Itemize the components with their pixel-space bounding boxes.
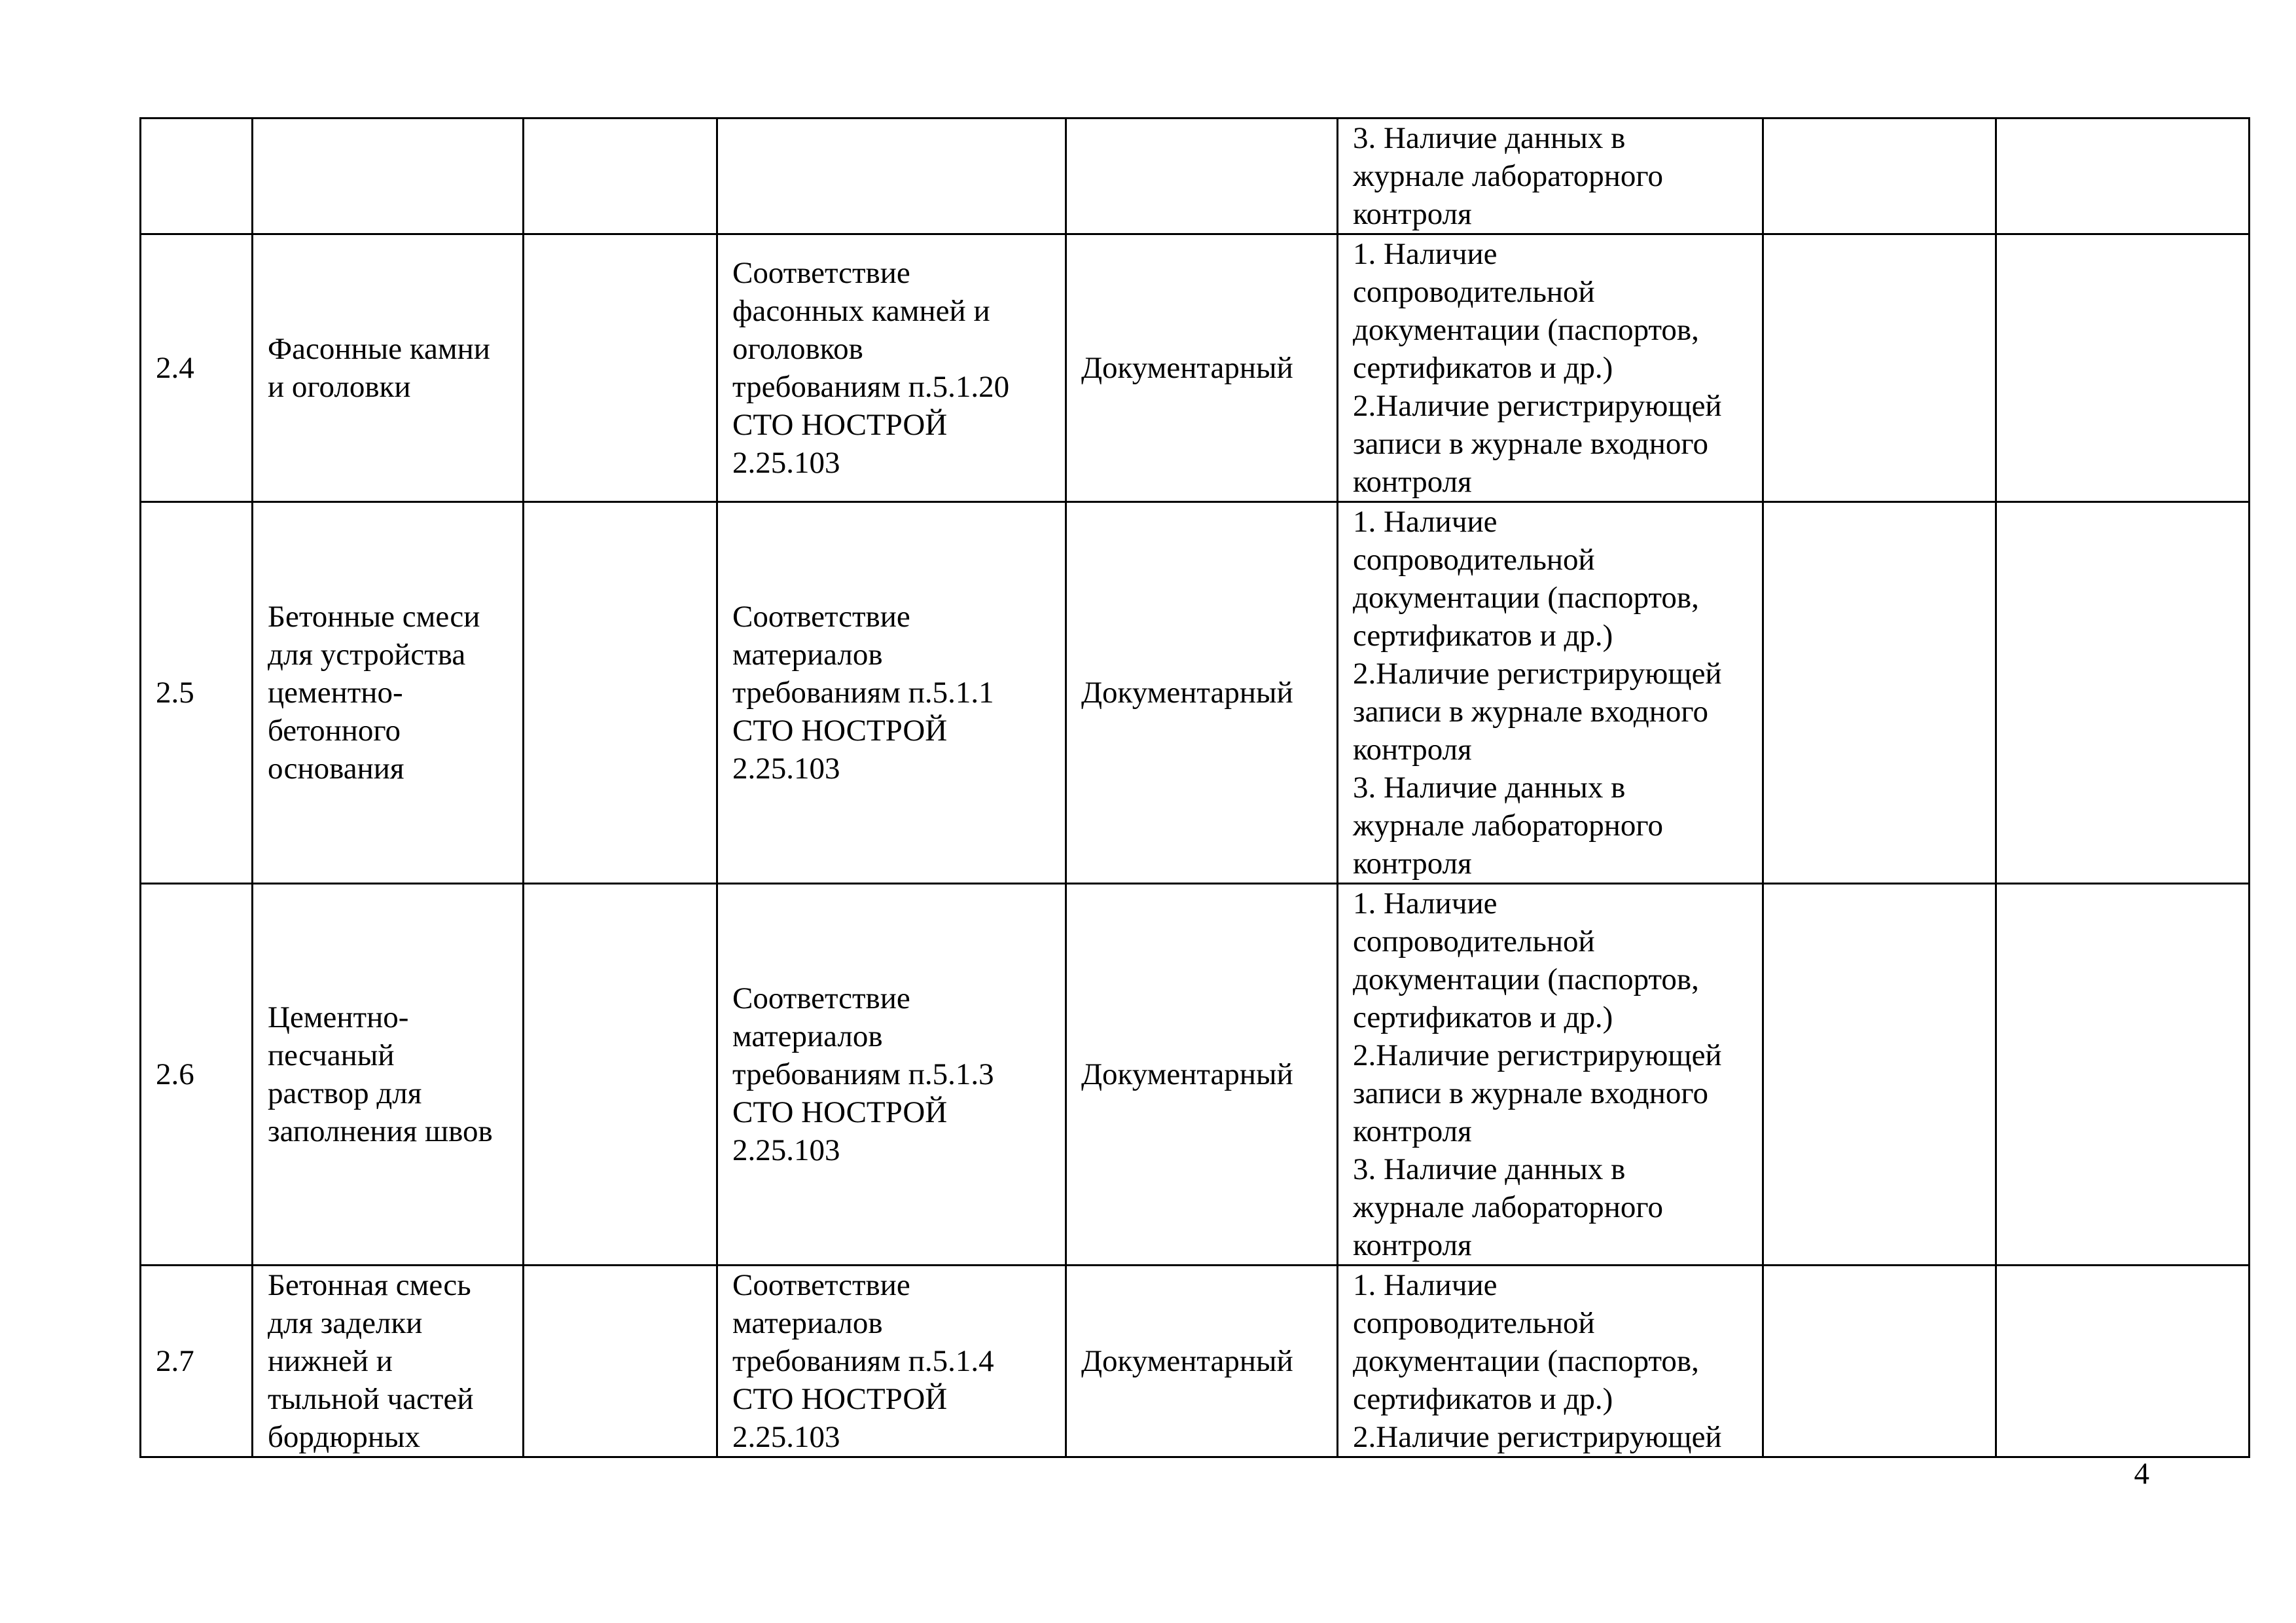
- table-row: [141, 1266, 2250, 1457]
- empty-cell: [1996, 884, 2250, 1266]
- evidence: 1. Наличие сопроводительной документации (паспортов, сертификатов и др.) 2.Наличие регистрирующей: [1338, 1266, 1763, 1457]
- requirement: Соответствие материалов требованиям п.5.1.1 СТО НОСТРОЙ 2.25.103: [717, 502, 1066, 884]
- row-number: [141, 119, 253, 234]
- evidence: 3. Наличие данных в журнале лабораторного контроля: [1338, 119, 1763, 234]
- page-number: 4: [2134, 1457, 2149, 1491]
- empty-cell: [1763, 119, 1996, 234]
- control-method: Документарный: [1066, 884, 1338, 1266]
- empty-cell: [1996, 234, 2250, 502]
- row-number: 2.4: [141, 234, 253, 502]
- evidence: 1. Наличие сопроводительной документации (паспортов, сертификатов и др.) 2.Наличие регистрирующей записи в журнале входного контроля: [1338, 234, 1763, 502]
- empty-cell: [1996, 119, 2250, 234]
- control-object: Бетонные смеси для устройства цементно- бетонного основания: [253, 502, 524, 884]
- table-row: [141, 234, 2250, 502]
- empty-cell: [1996, 502, 2250, 884]
- requirement: Соответствие фасонных камней и оголовков требованиям п.5.1.20 СТО НОСТРОЙ 2.25.103: [717, 234, 1066, 502]
- control-method: Документарный: [1066, 502, 1338, 884]
- requirement: [717, 119, 1066, 234]
- row-number: 2.6: [141, 884, 253, 1266]
- requirement: Соответствие материалов требованиям п.5.1.4 СТО НОСТРОЙ 2.25.103: [717, 1266, 1066, 1457]
- control-method: Документарный: [1066, 1266, 1338, 1457]
- empty-cell: [524, 119, 717, 234]
- table-row: [141, 884, 2250, 1266]
- empty-cell: [1763, 884, 1996, 1266]
- empty-cell: [524, 234, 717, 502]
- requirement: Соответствие материалов требованиям п.5.1.3 СТО НОСТРОЙ 2.25.103: [717, 884, 1066, 1266]
- evidence: 1. Наличие сопроводительной документации (паспортов, сертификатов и др.) 2.Наличие регистрирующей записи в журнале входного контроля 3. Наличие данных в журнале лабораторного контроля: [1338, 502, 1763, 884]
- empty-cell: [524, 502, 717, 884]
- table-row: [141, 119, 2250, 234]
- control-method: [1066, 119, 1338, 234]
- empty-cell: [1763, 502, 1996, 884]
- control-object: Бетонная смесь для заделки нижней и тыльной частей бордюрных: [253, 1266, 524, 1457]
- empty-cell: [1763, 1266, 1996, 1457]
- control-object: Цементно- песчаный раствор для заполнения швов: [253, 884, 524, 1266]
- control-method: Документарный: [1066, 234, 1338, 502]
- row-number: 2.5: [141, 502, 253, 884]
- empty-cell: [524, 884, 717, 1266]
- empty-cell: [1996, 1266, 2250, 1457]
- control-object: Фасонные камни и оголовки: [253, 234, 524, 502]
- row-number: 2.7: [141, 1266, 253, 1457]
- control-object: [253, 119, 524, 234]
- control-table: [139, 117, 2250, 1458]
- empty-cell: [1763, 234, 1996, 502]
- evidence: 1. Наличие сопроводительной документации (паспортов, сертификатов и др.) 2.Наличие регистрирующей записи в журнале входного контроля 3. Наличие данных в журнале лабораторного контроля: [1338, 884, 1763, 1266]
- table-row: [141, 502, 2250, 884]
- empty-cell: [524, 1266, 717, 1457]
